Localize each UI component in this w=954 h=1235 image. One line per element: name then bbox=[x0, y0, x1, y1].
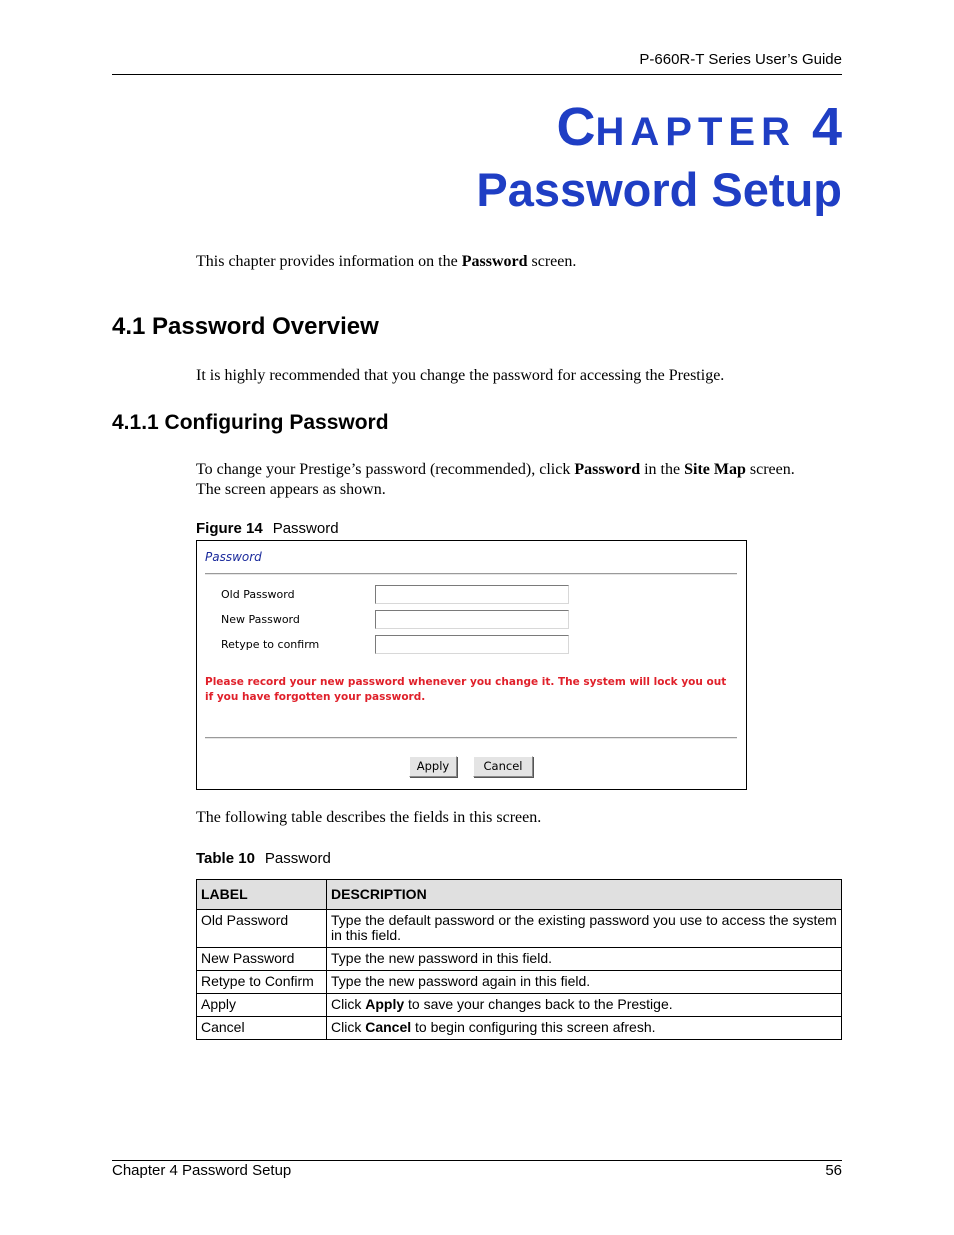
table-caption bbox=[196, 850, 331, 867]
old-password-label: Old Password bbox=[221, 588, 295, 601]
figure-caption bbox=[196, 520, 339, 537]
subsection-bold-password: Password bbox=[574, 461, 641, 478]
table-cell-label: Old Password bbox=[197, 910, 327, 948]
chapter-label-rest: HAPTER bbox=[595, 110, 796, 154]
chapter-number: 4 bbox=[811, 97, 842, 157]
subsection-bold-sitemap: Site Map bbox=[684, 461, 746, 478]
new-password-label: New Password bbox=[221, 613, 300, 626]
table-cell-description: Type the new password again in this field. bbox=[327, 971, 842, 994]
intro-text-end: screen. bbox=[527, 253, 577, 270]
chapter-label bbox=[556, 97, 843, 157]
password-warning: Please record your new password whenever you change it. The system will lock you out if you have forgotten your password. bbox=[205, 676, 727, 703]
table-cell-label: Retype to Confirm bbox=[197, 971, 327, 994]
screen-top-divider bbox=[205, 573, 737, 575]
table-cell-description bbox=[327, 994, 842, 1017]
table-header-row bbox=[197, 880, 842, 910]
new-password-input[interactable] bbox=[375, 610, 569, 629]
desc-text-end: to save your changes back to the Prestige. bbox=[404, 996, 673, 1012]
desc-text: Click bbox=[331, 996, 366, 1012]
table-cell-label: Apply bbox=[197, 994, 327, 1017]
table-caption-text: Password bbox=[264, 850, 331, 867]
section-heading: 4.1 Password Overview bbox=[112, 313, 379, 340]
subsection-text-2: in the bbox=[640, 461, 685, 478]
table-row bbox=[197, 971, 842, 994]
table-header-description: DESCRIPTION bbox=[327, 880, 842, 910]
retype-password-label: Retype to confirm bbox=[221, 638, 320, 651]
password-fields-table bbox=[196, 879, 842, 1040]
desc-text: Click bbox=[331, 1019, 366, 1035]
table-row bbox=[197, 948, 842, 971]
figure-label: Figure 14 bbox=[196, 520, 263, 537]
apply-button[interactable]: Apply bbox=[409, 756, 457, 777]
table-cell-description: Type the new password in this field. bbox=[327, 948, 842, 971]
header-rule bbox=[112, 74, 842, 75]
intro-paragraph bbox=[196, 253, 576, 271]
table-intro: The following table describes the fields in this screen. bbox=[196, 809, 542, 826]
subsection-heading: 4.1.1 Configuring Password bbox=[112, 411, 389, 434]
page-number: 56 bbox=[825, 1162, 842, 1179]
retype-password-input[interactable] bbox=[375, 635, 569, 654]
table-cell-description bbox=[327, 1017, 842, 1040]
cancel-button[interactable]: Cancel bbox=[473, 756, 533, 777]
desc-text-end: to begin configuring this screen afresh. bbox=[411, 1019, 656, 1035]
screen-title: Password bbox=[205, 550, 262, 564]
table-row bbox=[197, 994, 842, 1017]
running-header: P-660R-T Series User’s Guide bbox=[639, 51, 842, 68]
intro-text: This chapter provides information on the bbox=[196, 253, 462, 270]
table-row bbox=[197, 910, 842, 948]
table-cell-description: Type the default password or the existing password you use to access the system in this field. bbox=[327, 910, 842, 948]
chapter-label-initial: C bbox=[556, 97, 596, 157]
intro-bold: Password bbox=[461, 253, 528, 270]
subsection-paragraph bbox=[196, 460, 842, 500]
section-paragraph: It is highly recommended that you change the password for accessing the Prestige. bbox=[196, 367, 725, 384]
subsection-text-line2: The screen appears as shown. bbox=[196, 481, 386, 498]
table-header-label: LABEL bbox=[197, 880, 327, 910]
figure-caption-text: Password bbox=[272, 520, 339, 537]
table-cell-label: New Password bbox=[197, 948, 327, 971]
old-password-input[interactable] bbox=[375, 585, 569, 604]
footer-chapter: Chapter 4 Password Setup bbox=[112, 1162, 292, 1179]
table-label: Table 10 bbox=[196, 850, 255, 867]
screen-bottom-divider bbox=[205, 737, 737, 739]
table-row bbox=[197, 1017, 842, 1040]
table-cell-label: Cancel bbox=[197, 1017, 327, 1040]
subsection-text-3: screen. bbox=[745, 461, 795, 478]
chapter-title: Password Setup bbox=[476, 163, 842, 216]
desc-bold: Cancel bbox=[365, 1019, 412, 1035]
password-screen bbox=[196, 540, 747, 790]
desc-bold: Apply bbox=[365, 996, 405, 1012]
subsection-text: To change your Prestige’s password (recommended), click bbox=[196, 461, 575, 478]
footer-rule bbox=[112, 1160, 842, 1161]
